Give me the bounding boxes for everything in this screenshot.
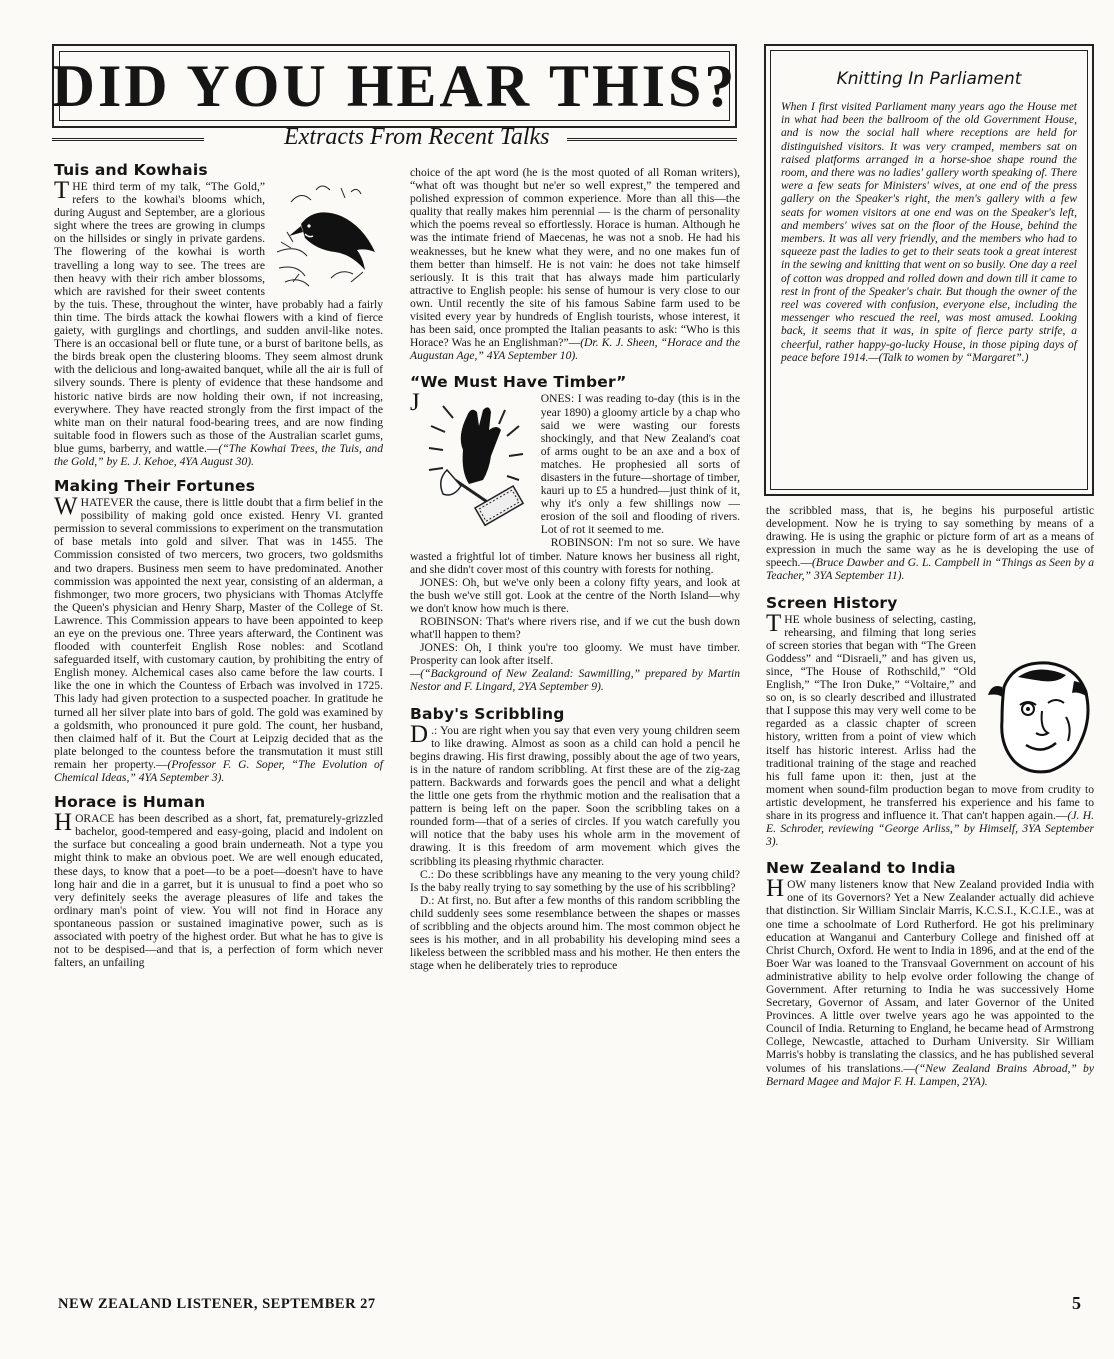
article-body-timber-p4: ROBINSON: That's where rivers rise, and if we cut the bush down what'll happen to them? <box>410 615 740 642</box>
article-body-horace: H ORACE has been described as a short, fat, prematurely-grizzled bachelor, good-tempered and easy-going, placid and indolent on the surface but concealing a good brain underneath. Not a type you might think to make an obvious poet. We are well enough educated, these days, to know that a poet—to be a poet—doesn't have to have long hair and die in a garret, but it is unusual to find a poet who so very definitely seeks the average pleasures of life and takes the ordinary man's point of view. You will not find in Horace any spontaneous passion or sustained imaginative power, such as is associated with poetry of the highest order. But what he has to give is not to be despised—and that is, a perfection of form which never falters, an unfailing <box>54 809 383 970</box>
article-heading-india: New Zealand to India <box>766 859 956 878</box>
article-heading-screen: Screen History <box>766 593 898 612</box>
article-body-timber-p3: JONES: Oh, but we've only been a colony fifty years, and look at the bush we've still got. Look at the centre of the North Island—why we don't know how much is there. <box>410 575 740 615</box>
article-body-tuis: T HE third term of my talk, “The Gold,” refers to the kowhai's blooms which, during August and September, are a glorious sight where the trees are growing in clumps on the hillsides or singly in private gardens. The flowering of the kowhai is worth travelling a long way to see. The trees are then heavy with their rich amber blossoms, which are ravished for their sweet contents by the tuis. These, throughout the winter, have probably had a fairly thin time. The birds attack the kowhai flowers with a kind of fierce gaiety, with gurglings and chortlings, and sudden anvil-like notes. There is an occasional bell or flute tune, or a burst of baritone bells, as the birds break open the clustering blooms. They seem almost drunk with the delicious and long-awaited banquet, while all the air is full of silvery sounds. There is plenty of evidence that these handsome and historic native birds are now holding their own, if not increasing, everywhere. They have reacted strongly from the first impact of the white man on their natural food-bearing trees, and are now finding suitable food in flowers such as those of the Australian scarlet gums, blue gums, barberry, and wattle.—(“The Kowhai Trees, the Tuis, and the Gold,” by E. J. Kehoe, 4YA August 30). <box>54 177 384 468</box>
dropcap: H <box>54 809 73 837</box>
page-title: DID YOU HEAR THIS? <box>51 52 738 119</box>
masthead-inner-frame <box>51 51 738 121</box>
dropcap: W <box>54 493 78 521</box>
article-body-timber: J ONES: I was reading to-day (this is in the year 1890) a gloomy article by a chap who said we were wasting our forests shockingly, and that New Zealand's coat of arms ought to be an axe and a box of matches. He prophesied all sorts of disasters in the future—shortage of timber, kauri up to £5 a hundred—just think of it, why it's only a few shillings now — erosion of the soil and flooding of rivers. Lot of rot it seemed to me. <box>410 392 740 536</box>
article-heading-timber: “We Must Have Timber” <box>410 373 627 392</box>
article-body-baby: D .: You are right when you say that even very young children seem to like drawing. Almost as soon as a child can hold a pencil he begins drawing. His first drawing, possibly about the age of two years, is in the nature of random scribbling. At first these are of the zig-zag pattern. Backwards and forwards goes the pencil and what a delight the little one gets from the rhythmic motion and the realisation that a pattern is being left on the paper. Soon the scribbling takes on a rounded form—that of a series of circles. If you watch carefully you will notice that the baby uses his whole arm in the movement of drawing. It is this freedom of arm movement which gives the scribbling its pleasing rhythmic character. <box>410 720 740 868</box>
article-body-screen: T HE whole business of selecting, casting, rehearsing, and filming that long series of screen stories that began with “The Green Goddess” and “Disraeli,” and has given us, since, “The House of Rothschild,” “Old English,” “The Iron Duke,” “Voltaire,” and so on, is so clearly described and illustrated that I suppose this may very well come to be regarded as a classic chapter of screen history, written from a point of view which itself has historic interest. Arliss had the traditional training of the stage and reached his full fame upon it: then, just at the moment when sound-film production began to move from crudity to artistic development, he transferred his experience and his fame to share in its progress and influence it. That can't happen again.—(J. H. E. Schroder, reviewing “George Arliss,” by Himself, 3YA September 3). <box>766 609 1094 849</box>
article-heading-knitting: Knitting In Parliament <box>836 69 1022 89</box>
subtitle-line <box>52 124 737 154</box>
article-body-knitting: When I first visited Parliament many years ago the House met in what had been the ballroom of the old Government House, and is now the social hall where receptions are held for distinguished visitors. It was very cramped, members sat on raised platforms arranged in a horse-shoe shape round the room, and there was no ladies' gallery worth speaking of. There were a few seats for Ministers' wives, at one end of the press gallery on the Speaker's right, the men's gallery with a few seats for women visitors at one end was on the Speaker's left, and members' wives sat on the floor of the House, behind the members. It was all very friendly, and the members who had to squeeze past the ladies to get to their seats took a great interest in the sewing and knitting that went on so busily. One day a reel of cotton was dropped and rolled down and down till it came to rest in front of the Speaker's chair. But though the owner of the reel was covered with confusion, everyone else, including the messenger who rescued the reel, was most amused. Looking back, it seems that it was, in spite of fierce party strife, a cheerful, rather happy-go-lucky House, in those piping days of peace before 1914.—(Talk to women by “Margaret”.) <box>781 101 1077 364</box>
article-body-timber-p5: JONES: Oh, I think you're too gloomy. We must have timber. Prosperity can look after itself. <box>410 641 740 668</box>
article-heading-tuis: Tuis and Kowhais <box>54 161 208 179</box>
knitting-box-inner <box>770 50 1088 490</box>
article-heading-baby: Baby's Scribbling <box>410 704 565 723</box>
article-body-fortunes: W HATEVER the cause, there is little doubt that a firm belief in the possibility of making gold once existed. Henry VI. granted permission to several commissions to experiment on the transmutation of base metals into gold and silver. That was in 1455. The Commission consisted of two mercers, two grocers, two goldsmiths and two drapers. Business men seem to have predominated. Another commission was appointed the next year, consisting of an alderman, a fishmonger, two more grocers, two physicians with Thomas Atclyffe the Queen's physician and Henry Sharp, Master of the College of St. Lawrence. This Commission appears to have been appointed to keep an eye on the previous one. Three years afterward, the Continent was flooded with counterfeit English Rose nobles: and Scotland safeguarded itself, with customary caution, by prohibiting the entry of English money. Alchemical cases also came before the law courts. I like the one in which the Countess of Erbach was involved in 1725. This lady had given protection to a suspected poacher. In gratitude he turned all her silver plate into bars of gold. The gold was examined by a goldsmith, who pronounced it pure gold. The count, her husband, then claimed half of it. But the Court at Leipzig decided that as the plate belonged to the countess before the transmutation it must still remain her property.—(Professor F. G. Soper, “The Evolution of Chemical Ideas,” 4YA September 3). <box>54 493 384 785</box>
subtitle-rule-right <box>567 138 737 141</box>
column-3 <box>766 504 1094 1088</box>
dropcap: H <box>766 875 785 903</box>
column-1 <box>54 160 383 969</box>
subtitle-rule-left <box>52 138 204 141</box>
article-heading-horace: Horace is Human <box>54 793 206 812</box>
article-body-india: H OW many listeners know that New Zealand provided India with one of its Governors? Yet a New Zealander actually did achieve that distinction. Sir William Sinclair Marris, K.C.S.I., K.C.I.E., was at one time a schoolmate of Lord Rutherford. He got his preliminary education at Wanganui and Canterbury College and finished off at Christ Church, Oxford. He went to India in 1896, and at the end of the Boer War was loaned to the Transvaal Government on account of his administrative ability to help evolve order following the change of Government. After returning to India he was successively Home Secretary, Governor of Assam, and later Governor of the United Provinces. A little over twelve years ago he was appointed to the Council of India. Returning to England, he became head of Armstrong College, Newcastle, attached to Durham University. Sir William Marris's hobby is translating the classics, and he has published several volumes of his translations.—(“New Zealand Brains Abroad,” by Bernard Magee and Major F. H. Lampen, 2YA). <box>766 875 1094 1088</box>
footer-publication: NEW ZEALAND LISTENER, SEPTEMBER 27 <box>58 1296 376 1312</box>
column-2 <box>410 166 740 972</box>
masthead-frame <box>52 44 737 128</box>
dropcap: T <box>54 177 70 204</box>
axe-and-matchbox-illustration <box>423 396 535 546</box>
dropcap: J <box>410 389 420 417</box>
page-number: 5 <box>1072 1293 1081 1313</box>
page-subtitle: Extracts From Recent Talks <box>284 124 550 150</box>
article-heading-fortunes: Making Their Fortunes <box>54 477 256 496</box>
article-body-timber-p2: ROBINSON: I'm not so sure. We have wasted a frightful lot of timber. Nature knows her business all right, and she didn't cover most of this country with forests for nothing. <box>410 536 740 576</box>
tui-bird-illustration <box>271 182 383 292</box>
article-body-horace-cont: choice of the apt word (he is the most quoted of all Roman writers), “what oft was thought but ne'er so well exprest,” the tempered and polished expression of common experience. More than all this—the quality that really makes him perennial — is the charm of personality which the poems reveal so effortlessly. Horace is human. Although he was the intimate friend of Maecenas, he was not a snob. He had his weaknesses, but he knew what they were, and no one makes fun of them better than himself. He is not vain: he does not take himself seriously. It is this trait that has always made him particularly attractive to English people: his sense of humour is very close to our own. Until recently the site of his famous Sabine farm used to be visited every year by hundreds of English tourists, whose interest, it has been said, once prompted the Italian peasants to ask: “Who is this Horace? Was he an Englishman?”—(Dr. K. J. Sheen, “Horace and the Augustan Age,” 4YA September 10). <box>410 166 740 363</box>
article-body-baby-cont: the scribbled mass, that is, he begins his purposeful artistic development. Now he is trying to say something by means of a drawing. He is using the graphic or picture form of art as a means of expression in much the same way as he is developing the use of speech.—(Bruce Dawber and G. L. Campbell in “Things as Seen by a Teacher,” 3YA September 11). <box>766 504 1094 583</box>
article-body-baby-p2: C.: Do these scribblings have any meaning to the very young child? Is the baby really trying to say something by the use of his scribbling? <box>410 867 740 894</box>
dropcap: T <box>766 609 782 637</box>
knitting-box <box>764 44 1094 496</box>
arliss-portrait-illustration <box>982 657 1094 777</box>
article-body-baby-p3: D.: At first, no. But after a few months of this random scribbling the child suddenly sees some resemblance between the shapes or masses of scribbling and the objects around him. The most common object he sees is his mother, and in all probability his developing mind sees a likeless between the scribbled mass and his mother. He then enters the stage when he deliberately tries to reproduce <box>410 893 740 973</box>
dropcap: D <box>410 720 429 748</box>
article-sig-timber: —(“Background of New Zealand: Sawmilling,” prepared by Martin Nestor and F. Lingard, 2YA September 9). <box>410 667 740 694</box>
